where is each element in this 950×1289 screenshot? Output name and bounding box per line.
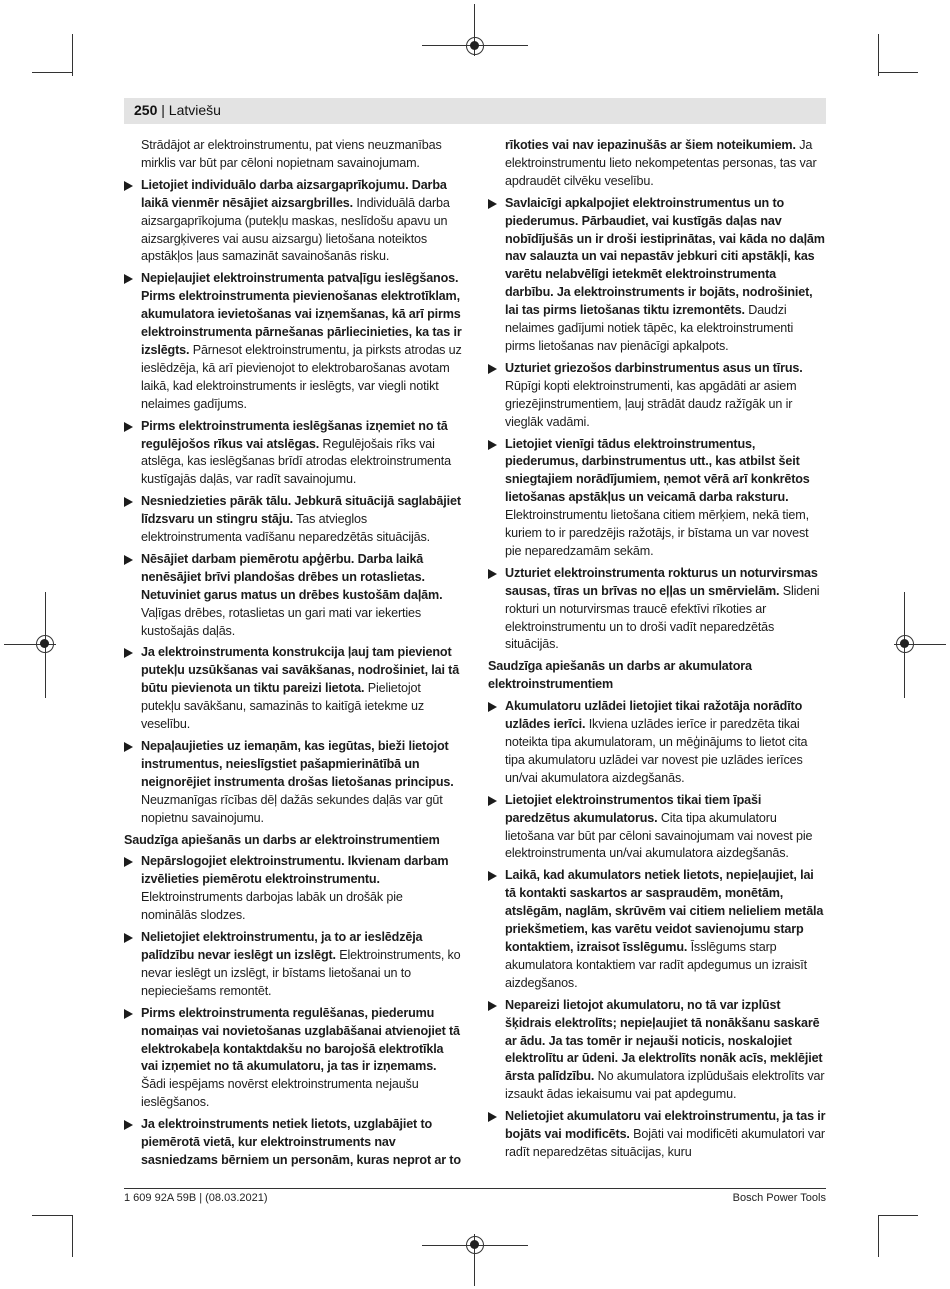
bullet-arrow-icon <box>488 1001 497 1011</box>
safety-item <box>488 698 826 788</box>
item-text: Cita tipa akumulatoru lietošana var būt par cēloni savainojumam vai novest pie elektroinstrumenta un/vai akumulatora aizdegšanās. <box>505 810 813 861</box>
item-emphasis: Nelietojiet akumulatoru vai elektroinstrumentu, ja tas ir bojāts vai modificēts. <box>505 1109 826 1142</box>
header-text <box>134 102 221 118</box>
item-text: Rūpīgi kopti elektroinstrumenti, kas apgādāti ar asiem griezējinstrumentiem, ļauj strādāt daudz ražīgāk un ir vieglāk vadāmi. <box>505 378 797 429</box>
bullet-arrow-icon <box>124 933 133 943</box>
item-emphasis: Uzturiet elektroinstrumenta rokturus un noturvirsmas sausas, tīras un brīvas no eļļas un smērvielām. <box>505 565 818 598</box>
item-text: Pielietojot putekļu savākšanu, samazinās to kaitīgā ietekme uz veselību. <box>141 681 425 732</box>
item-text: Šādi iespējams novērst elektroinstrumenta nejaušu ieslēgšanos. <box>141 1077 419 1110</box>
safety-item <box>124 1005 462 1112</box>
safety-item <box>124 270 462 413</box>
item-text: Slideni rokturi un noturvirsmas traucē efektīvi rīkoties ar elektroinstrumentu un to droši vadīt neparedzētās situācijās. <box>505 583 820 652</box>
safety-item <box>488 565 826 655</box>
bullet-arrow-icon <box>124 181 133 191</box>
crop-mark <box>72 34 73 76</box>
item-emphasis: Lietojiet elektroinstrumentos tikai tiem īpaši paredzētus akumulatorus. <box>505 792 762 825</box>
safety-item <box>124 137 462 173</box>
safety-item <box>124 738 462 828</box>
safety-item <box>488 360 826 432</box>
registration-mark-bottom <box>466 1236 484 1254</box>
item-text: Elektroinstrumentu lietošana citiem mērķiem, nekā tiem, kuriem to ir paredzējis ražotājs, ir bīstama un var novest pie neparedzamām sekām. <box>505 508 809 558</box>
item-text: Neuzmanīgas rīcības dēļ dažās sekundes daļās var gūt nopietnu savainojumu. <box>141 792 443 825</box>
crop-mark <box>32 1215 72 1216</box>
bullet-arrow-icon <box>488 871 497 881</box>
safety-item <box>124 493 462 547</box>
item-emphasis: Laikā, kad akumulators netiek lietots, nepieļaujiet, lai tā kontakti saskartos ar saspraudēm, monētām, atslēgām, naglām, skrūvēm vai citiem nelieliem metāla priekšmetiem, kas varētu veidot savienojumu starp kontaktiem, izraisot īsslēgumu. <box>505 868 824 954</box>
safety-item <box>488 137 826 191</box>
item-text: Vaļīgas drēbes, rotaslietas un gari mati var iekerties kustošajās daļās. <box>141 605 422 638</box>
section-heading: Saudzīga apiešanās un darbs ar akumulatora elektroinstrumentiem <box>488 659 752 692</box>
bullet-arrow-icon <box>124 648 133 658</box>
item-emphasis: Pirms elektroinstrumenta regulēšanas, piederumu nomaiņas vai novietošanas uzglabāšanai atvienojiet tā elektrokabeļa kontaktdakšu no barojošā elektrotīkla vai izņemiet no tā akumulatoru, ja tas ir izņemams. <box>141 1005 460 1074</box>
bullet-arrow-icon <box>124 274 133 284</box>
item-emphasis: Nepaļaujieties uz iemaņām, kas iegūtas, bieži lietojot instrumentus, neieslīgstiet pašapmierinātībā un neignorējiet instrumenta drošas lietošanas principus. <box>141 739 454 789</box>
safety-item <box>124 1116 462 1170</box>
item-emphasis: Nepareizi lietojot akumulatoru, no tā var izplūst šķidrais elektrolīts; nepieļaujiet tā nonākšanu saskarē ar ādu. Ja tas tomēr ir nejauši noticis, noskalojiet elektrolītu ar ūdeni. Ja elektrolīts nonāk acīs, meklējiet ārsta palīdzību. <box>505 997 823 1084</box>
bullet-arrow-icon <box>488 440 497 450</box>
item-text: Individuālā darba aizsargaprīkojuma (putekļu maskas, neslīdošu apavu un aizsargķiveres vai ausu aizsargu) lietošana noteiktos apstākļos ļaus samazināt savainošanās risku. <box>141 195 450 264</box>
item-emphasis: Ja elektroinstruments netiek lietots, uzglabājiet to piemērotā vietā, kur elektroinstruments nav sasniedzams bērniem un personām, kuras neprot ar to <box>141 1117 461 1167</box>
item-emphasis: Pirms elektroinstrumenta ieslēgšanas izņemiet no tā regulējošos rīkus vai atslēgas. <box>141 418 448 451</box>
item-emphasis: Nepieļaujiet elektroinstrumenta patvaļīgu ieslēgšanos. Pirms elektroinstrumenta pievienošanas elektrotīklam, akumulatora ievietošanas vai izņemšanas, kā arī pirms elektroinstrumenta pārnešanas pārliecinieties, ka tas ir izslēgts. <box>141 271 462 357</box>
item-text: Elektroinstruments, ko nevar ieslēgt un izslēgt, ir bīstams lietošanai un to nepieciešams remontēt. <box>141 947 461 998</box>
item-text: Pārnesot elektroinstrumentu, ja pirksts atrodas uz ieslēdzēja, kā arī pievienojot to elektrobarošanas avotam laikā, kad elektroinstruments ir ieslēgts, var viegli notikt nelaimes gadījums. <box>141 342 462 411</box>
item-text: Daudzi nelaimes gadījumi notiek tāpēc, ka elektroinstrumenti pirms lietošanas nav pienācīgi apkalpots. <box>505 303 794 353</box>
item-text: Strādājot ar elektroinstrumentu, pat viens neuzmanības mirklis var būt par cēloni nopietnam savainojumam. <box>141 138 442 170</box>
item-emphasis: Nēsājiet darbam piemērotu apģērbu. Darba laikā nenēsājiet brīvi plandošas drēbes un rotaslietas. Netuviniet garus matus un drēbes kustošām daļām. <box>141 551 443 602</box>
item-emphasis: Ja elektroinstrumenta konstrukcija ļauj tam pievienot putekļu uzsūkšanas vai savākšanas, nodrošiniet, lai tā būtu pievienota un tiktu pareizi lietota. <box>141 645 460 696</box>
item-text: Ja elektroinstrumentu lieto nekompetentas personas, tas var apdraudēt cilvēku veselību. <box>505 138 817 188</box>
page-number: 250 <box>134 102 158 118</box>
bullet-arrow-icon <box>124 857 133 867</box>
safety-item <box>488 867 826 992</box>
item-text: No akumulatora izplūdušais elektrolīts var izsaukt ādas iekaisumu vai pat apdegumu. <box>505 1069 825 1102</box>
footer-rule <box>124 1188 826 1189</box>
item-emphasis: Nepārslogojiet elektroinstrumentu. Ikvienam darbam izvēlieties piemērotu elektroinstrumentu. <box>141 854 449 887</box>
item-text: Regulējošais rīks vai atslēga, kas ieslēgšanas brīdī atrodas elektroinstrumenta kustīgajās daļās, var radīt savainojumu. <box>141 436 451 487</box>
left-column <box>124 137 462 1174</box>
safety-item <box>488 792 826 864</box>
safety-item <box>124 644 462 734</box>
bullet-arrow-icon <box>124 422 133 432</box>
crop-mark <box>878 34 879 76</box>
bullet-arrow-icon <box>488 569 497 579</box>
item-emphasis: rīkoties vai nav iepazinušās ar šiem noteikumiem. <box>505 138 796 152</box>
registration-mark-top <box>466 37 484 55</box>
safety-item <box>124 177 462 267</box>
header-language: Latviešu <box>168 102 221 118</box>
section-heading: Saudzīga apiešanās un darbs ar elektroinstrumentiem <box>124 832 440 847</box>
safety-item <box>488 997 826 1104</box>
bullet-arrow-icon <box>124 555 133 565</box>
item-emphasis: Savlaicīgi apkalpojiet elektroinstrumentus un to piederumus. Pārbaudiet, vai kustīgās daļas nav nobīdījušās un ir droši iestiprinātas, vai kāda no daļām nav salauzta un vai nepastāv jebkuri citi apstākļi, kas varētu nelabvēlīgi ietekmēt elektroinstrumenta darbību. Ja elektroinstruments ir bojāts, nodrošiniet, lai tas pirms lietošanas tiktu izremontēts. <box>505 195 825 318</box>
crop-mark <box>32 72 72 73</box>
safety-item <box>124 929 462 1001</box>
item-text: Īsslēgums starp akumulatora kontaktiem var radīt apdegumus un izraisīt aizdegšanos. <box>505 939 807 990</box>
item-emphasis: Lietojiet individuālo darba aizsargaprīkojumu. Darba laikā vienmēr nēsājiet aizsargbrilles. <box>141 177 447 210</box>
item-emphasis: Lietojiet vienīgi tādus elektroinstrumentus, piederumus, darbinstrumentus utt., kas atbilst šeit sniegtajiem norādījumiem, ņemot vērā arī konkrētos lietošanas apstākļus un veicamā darba raksturu. <box>505 436 810 505</box>
item-emphasis: Akumulatoru uzlādei lietojiet tikai ražotāja norādīto uzlādes ierīci. <box>505 699 803 732</box>
footer-brand: Bosch Power Tools <box>732 1192 826 1204</box>
bullet-arrow-icon <box>124 742 133 752</box>
bullet-arrow-icon <box>124 497 133 507</box>
item-text: Elektroinstruments darbojas labāk un drošāk pie nominālās slodzes. <box>141 890 403 923</box>
crop-mark <box>878 72 918 73</box>
crop-mark <box>72 1215 73 1257</box>
safety-item <box>124 853 462 925</box>
right-column <box>488 137 826 1166</box>
bullet-arrow-icon <box>488 1112 497 1122</box>
page-header <box>124 98 826 124</box>
safety-item <box>124 418 462 490</box>
safety-item <box>488 436 826 561</box>
safety-item <box>488 1108 826 1162</box>
bullet-arrow-icon <box>488 199 497 209</box>
bullet-arrow-icon <box>488 796 497 806</box>
item-emphasis: Nesniedzieties pārāk tālu. Jebkurā situācijā saglabājiet līdzsvaru un stingru stāju. <box>141 494 461 527</box>
item-text: Tas atvieglos elektroinstrumenta vadīšanu neparedzētās situācijās. <box>141 512 431 545</box>
safety-item <box>124 551 462 641</box>
item-emphasis: Nelietojiet elektroinstrumentu, ja to ar ieslēdzēja palīdzību nevar ieslēgt un izslēgt. <box>141 930 423 962</box>
registration-mark-left <box>36 635 54 653</box>
crop-mark <box>878 1215 879 1257</box>
header-separator: | <box>161 102 169 118</box>
item-emphasis: Uzturiet griezošos darbinstrumentus asus un tīrus. <box>505 360 803 375</box>
item-text: Bojāti vai modificēti akumulatori var radīt neparedzētas situācijas, kuru <box>505 1127 825 1159</box>
bullet-arrow-icon <box>124 1009 133 1019</box>
item-text: Ikviena uzlādes ierīce ir paredzēta tikai noteikta tipa akumulatoram, un mēģinājums to lietot cita tipa akumulatoru uzlādei var novest pie uzlādes ierīces un/vai akumulatora aizdegšanās. <box>505 717 808 785</box>
crop-mark <box>878 1215 918 1216</box>
bullet-arrow-icon <box>488 702 497 712</box>
footer-doc-number: 1 609 92A 59B | (08.03.2021) <box>124 1192 268 1204</box>
bullet-arrow-icon <box>124 1120 133 1130</box>
safety-item <box>488 195 826 356</box>
bullet-arrow-icon <box>488 364 497 374</box>
registration-mark-right <box>896 635 914 653</box>
